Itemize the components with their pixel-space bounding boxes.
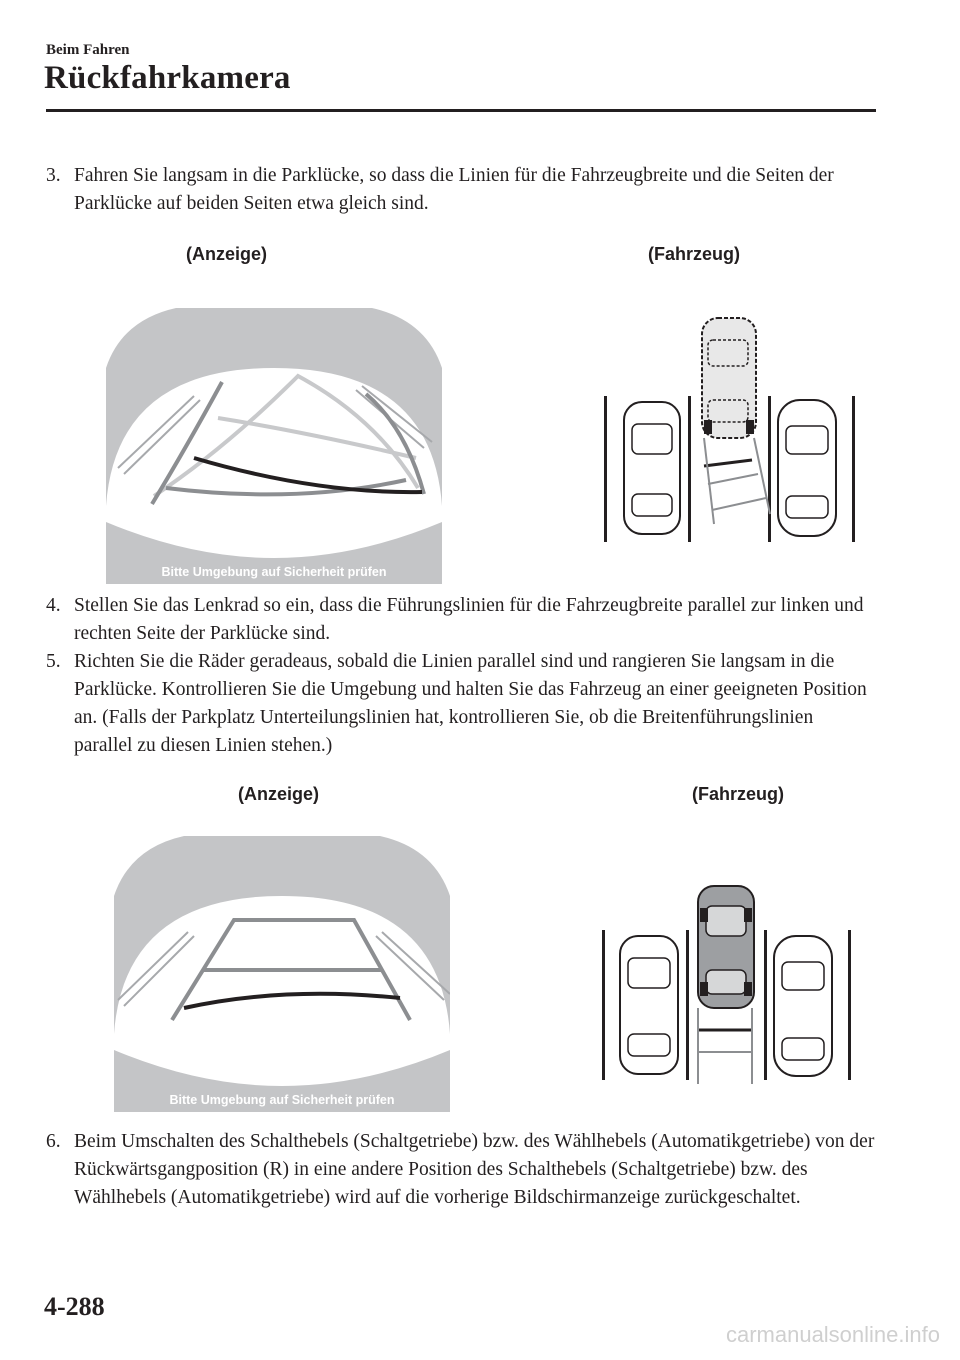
step-5 — [46, 648, 876, 760]
step-number: 4. — [46, 595, 61, 616]
step-4 — [46, 592, 876, 648]
title-rule — [46, 109, 876, 112]
step-text: Stellen Sie das Lenkrad so ein, dass die Führungslinien für die Fahrzeugbreite parallel zur linken und rechten Seite der Parklücke sind. — [74, 595, 864, 644]
vehicle-diagram — [604, 314, 858, 544]
screen-warning: Bitte Umgebung auf Sicherheit prüfen — [161, 565, 387, 579]
screen-warning: Bitte Umgebung auf Sicherheit prüfen — [169, 1093, 395, 1107]
step-text: Fahren Sie langsam in die Parklücke, so dass die Linien für die Fahrzeugbreite und die Seiten der Parklücke auf beiden Seiten etwa gleich sind. — [74, 165, 834, 214]
page-number: 4-288 — [44, 1292, 105, 1321]
camera-display-image — [114, 836, 450, 1112]
step-text: Beim Umschalten des Schalthebels (Schaltgetriebe) bzw. des Wählhebels (Automatikgetriebe) von der Rückwärtsgangposition (R) in eine andere Position des Schalthebels (Schaltgetriebe) bzw. des Wählhebels (Automatikgetriebe) wird auf die vorherige Bildschirmanzeige zurückgeschaltet. — [74, 1131, 875, 1208]
step-3 — [46, 162, 876, 218]
vehicle-label: (Fahrzeug) — [692, 784, 784, 804]
watermark: carmanualsonline.info — [725, 1322, 940, 1347]
camera-display-image — [106, 308, 442, 584]
step-number: 6. — [46, 1131, 61, 1152]
step-6 — [46, 1128, 876, 1212]
vehicle-label: (Fahrzeug) — [648, 244, 740, 264]
section-header: Beim Fahren — [46, 42, 130, 58]
vehicle-diagram — [602, 884, 856, 1084]
step-text: Richten Sie die Räder geradeaus, sobald die Linien parallel sind und rangieren Sie langsam in die Parklücke. Kontrollieren Sie die Umgebung und halten Sie das Fahrzeug an einer geeigneten Position an. (Falls der Parkplatz Unterteilungslinien hat, kontrollieren Sie, ob die Breitenführungslinien parallel zu diesen Linien stehen.) — [74, 651, 867, 756]
display-label: (Anzeige) — [186, 244, 267, 264]
step-number: 3. — [46, 165, 61, 186]
page-title: Rückfahrkamera — [44, 60, 291, 96]
step-number: 5. — [46, 651, 61, 672]
display-label: (Anzeige) — [238, 784, 319, 804]
